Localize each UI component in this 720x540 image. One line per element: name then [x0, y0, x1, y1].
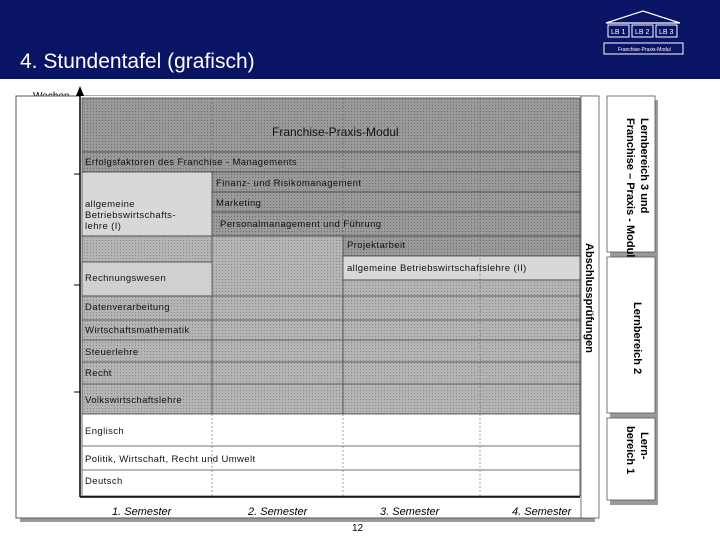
- label-steuerlehre: Steuerlehre: [85, 347, 139, 358]
- label-projektarbeit: Projektarbeit: [347, 240, 406, 251]
- logo-module: Franchise-Praxis-Modul: [618, 47, 671, 53]
- semester-2: 2. Semester: [248, 506, 308, 518]
- label-personal: Personalmanagement und Führung: [220, 219, 382, 230]
- label-vwl: Volkswirtschaftslehre: [85, 395, 183, 406]
- label-datenverarbeitung: Datenverarbeitung: [85, 302, 170, 313]
- label-lb1-line1: Lern-: [638, 432, 650, 460]
- label-politik: Politik, Wirtschaft, Recht und Umwelt: [85, 454, 256, 465]
- label-marketing: Marketing: [216, 198, 262, 209]
- label-lb3-line1: Lernbereich 3 und: [638, 118, 650, 214]
- label-allg-bwl-1-line2: Betriebswirtschafts-: [85, 210, 176, 221]
- label-lb2: Lernbereich 2: [631, 302, 643, 375]
- label-franchise-modul: Franchise-Praxis-Modul: [272, 125, 399, 139]
- label-wirtschaftsmathematik: Wirtschaftsmathematik: [85, 325, 190, 336]
- label-lb3-line2: Franchise – Praxis - Modul: [624, 118, 636, 258]
- y-axis-arrow-icon: [76, 86, 84, 96]
- semester-1: 1. Semester: [112, 506, 172, 518]
- label-lb1-line2: bereich 1: [624, 426, 636, 475]
- semester-4: 4. Semester: [512, 506, 572, 518]
- label-erfolgsfaktoren: Erfolgsfaktoren des Franchise - Managements: [85, 157, 298, 168]
- label-deutsch: Deutsch: [85, 476, 123, 487]
- label-allg-bwl-1-line1: allgemeine: [85, 199, 135, 210]
- label-allg-bwl-1-line3: lehre (I): [85, 221, 122, 232]
- label-finanz: Finanz- und Risikomanagement: [216, 178, 362, 189]
- label-rechnungswesen: Rechnungswesen: [85, 273, 167, 284]
- label-abschluss: Abschlussprüfungen: [583, 243, 595, 354]
- page-number: 12: [352, 523, 364, 534]
- logo-lb3: LB 3: [659, 29, 674, 36]
- label-allg-bwl-2: allgemeine Betriebswirtschaftslehre (II): [347, 263, 527, 274]
- logo-lb1: LB 1: [611, 29, 626, 36]
- label-englisch: Englisch: [85, 426, 125, 437]
- label-recht: Recht: [85, 368, 112, 379]
- block-marketing: [212, 192, 580, 212]
- panel-lernbereich2: [607, 257, 655, 413]
- logo-lb2: LB 2: [635, 29, 650, 36]
- page-title: 4. Stundentafel (grafisch): [20, 50, 255, 73]
- semester-3: 3. Semester: [380, 506, 440, 518]
